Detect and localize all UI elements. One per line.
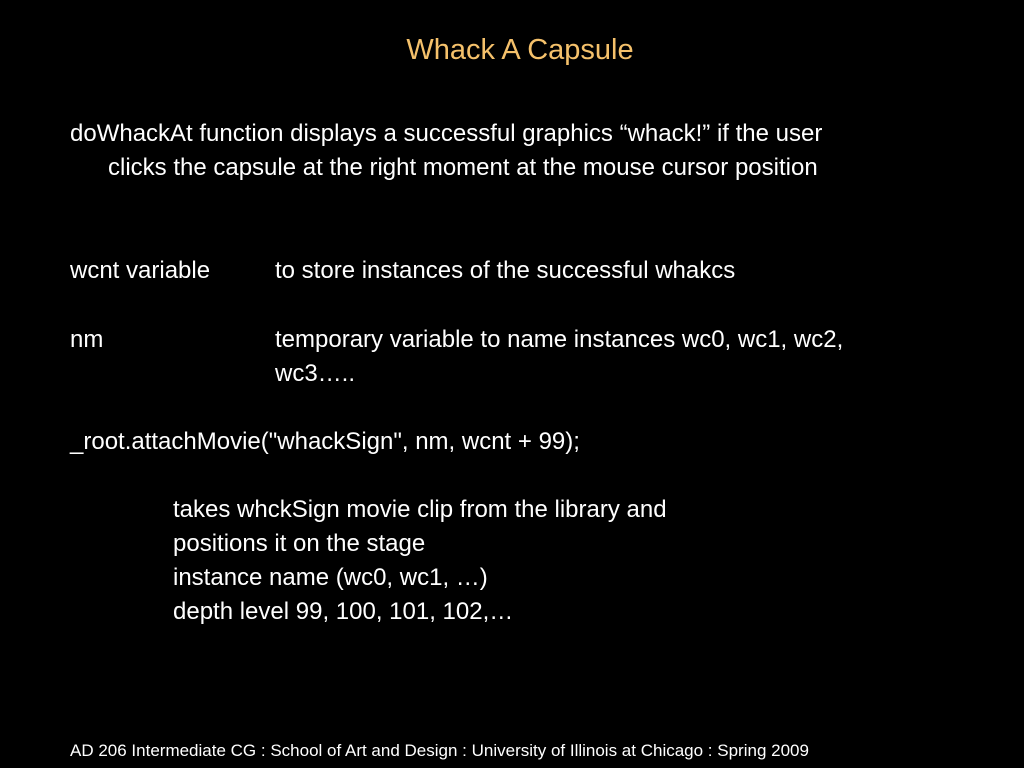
variable-description-nm-line-2: wc3….. (275, 360, 356, 387)
intro-line-1: doWhackAt function displays a successful graphics “whack!” if the user (70, 120, 823, 147)
details-line-2: positions it on the stage (173, 530, 426, 557)
intro-line-2: clicks the capsule at the right moment at the mouse cursor position (108, 154, 818, 181)
slide-title: Whack A Capsule (406, 34, 634, 66)
details-line-1: takes whckSign movie clip from the library and (173, 496, 667, 523)
code-line: _root.attachMovie("whackSign", nm, wcnt + 99); (70, 428, 580, 455)
variable-term-nm: nm (70, 326, 104, 353)
details-line-4: depth level 99, 100, 101, 102,… (173, 598, 514, 625)
details-list (173, 493, 667, 629)
variable-description-wcnt: to store instances of the successful whakcs (275, 257, 736, 284)
details-line-3: instance name (wc0, wc1, …) (173, 564, 488, 591)
variable-description-nm-line-1: temporary variable to name instances wc0, wc1, wc2, (275, 326, 844, 353)
variable-term-wcnt: wcnt variable (70, 257, 211, 284)
footer: AD 206 Intermediate CG : School of Art and Design : University of Illinois at Chicago : Spring 2009 (70, 741, 809, 760)
intro-paragraph (70, 117, 822, 185)
